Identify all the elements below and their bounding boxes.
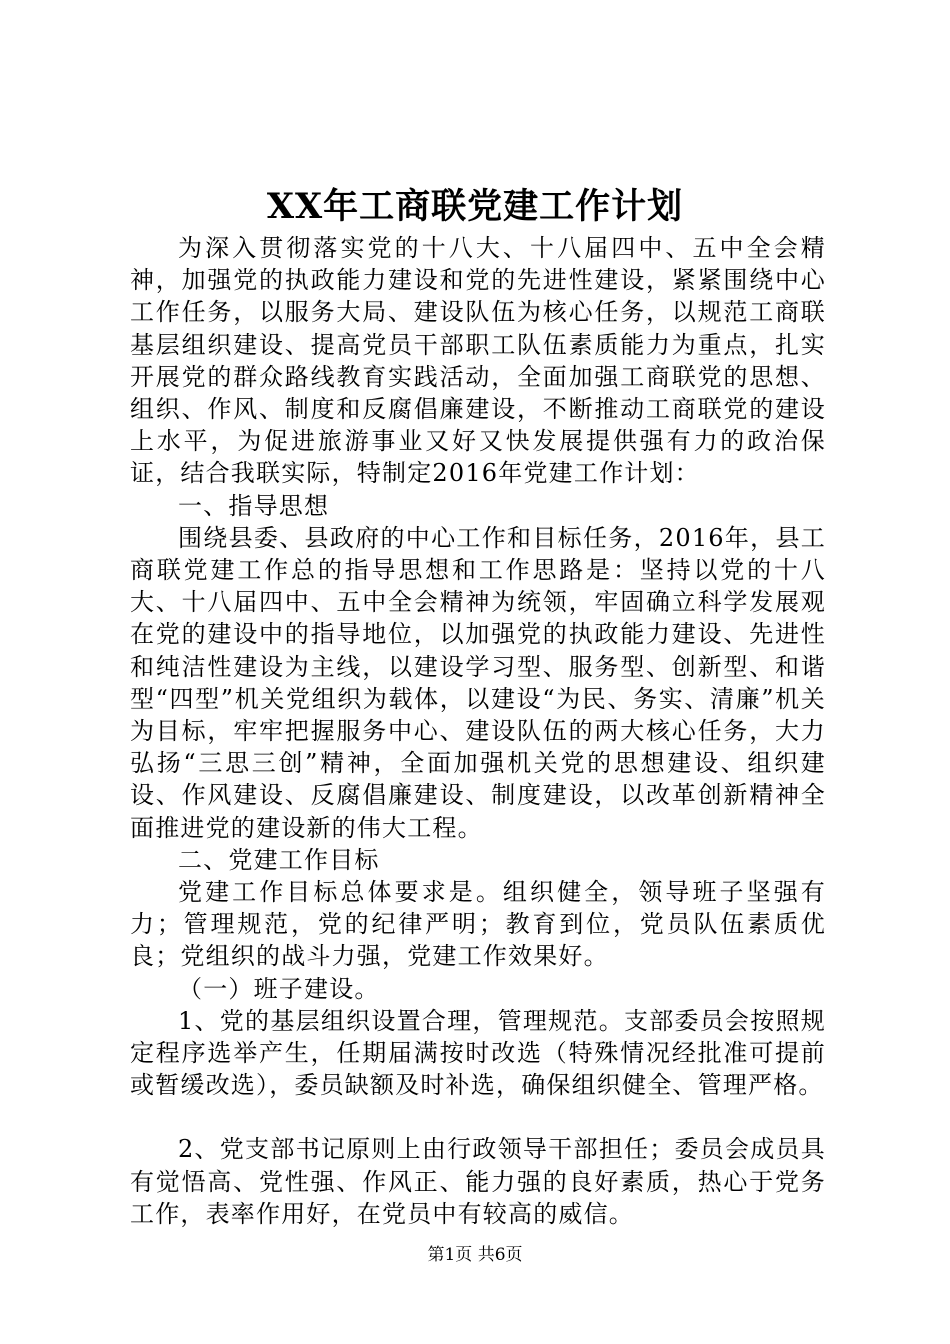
section-heading-guiding-thought: 一、指导思想	[178, 491, 330, 520]
document-body	[130, 232, 826, 1230]
guiding-thought-paragraph: 围绕县委、县政府的中心工作和目标任务，2016年，县工商联党建工作总的指导思想和工作思路是：坚持以党的十八大、十八届四中、五中全会精神为统领，牢固确立科学发展观在党的建设中的指导地位，以加强党的执政能力建设、先进性和纯洁性建设为主线，以建设学习型、服务型、创新型、和谐型“四型”机关党组织为载体，以建设“为民、务实、清廉”机关为目标，牢牢把握服务中心、建设队伍的两大核心任务，大力弘扬“三思三创”精神，全面加强机关党的思想建设、组织建设、作风建设、反腐倡廉建设、制度建设，以改革创新精神全面推进党的建设新的伟大工程。	[130, 523, 826, 842]
goals-paragraph: 党建工作目标总体要求是。组织健全，领导班子坚强有力；管理规范，党的纪律严明；教育到位，党员队伍素质优良；党组织的战斗力强，党建工作效果好。	[130, 878, 826, 971]
subsection-heading-team-building: （一）班子建设。	[178, 974, 380, 1003]
document-title: XX年工商联党建工作计划	[266, 186, 684, 227]
page-number-footer: 第1页 共6页	[427, 1245, 523, 1265]
item-2-paragraph: 2、党支部书记原则上由行政领导干部担任；委员会成员具有觉悟高、党性强、作风正、能力强的良好素质，热心于党务工作，表率作用好，在党员中有较高的威信。	[130, 1135, 826, 1228]
item-1-paragraph: 1、党的基层组织设置合理，管理规范。支部委员会按照规定程序选举产生，任期届满按时改选（特殊情况经批准可提前或暂缓改选），委员缺额及时补选，确保组织健全、管理严格。	[130, 1006, 826, 1100]
intro-paragraph: 为深入贯彻落实党的十八大、十八届四中、五中全会精神，加强党的执政能力建设和党的先进性建设，紧紧围绕中心工作任务，以服务大局、建设队伍为核心任务，以规范工商联基层组织建设、提高党员干部职工队伍素质能力为重点，扎实开展党的群众路线教育实践活动，全面加强工商联党的思想、组织、作风、制度和反腐倡廉建设，不断推动工商联党的建设上水平，为促进旅游事业又好又快发展提供强有力的政治保证，结合我联实际，特制定2016年党建工作计划：	[130, 234, 826, 488]
section-heading-party-building-goals: 二、党建工作目标	[178, 845, 380, 874]
